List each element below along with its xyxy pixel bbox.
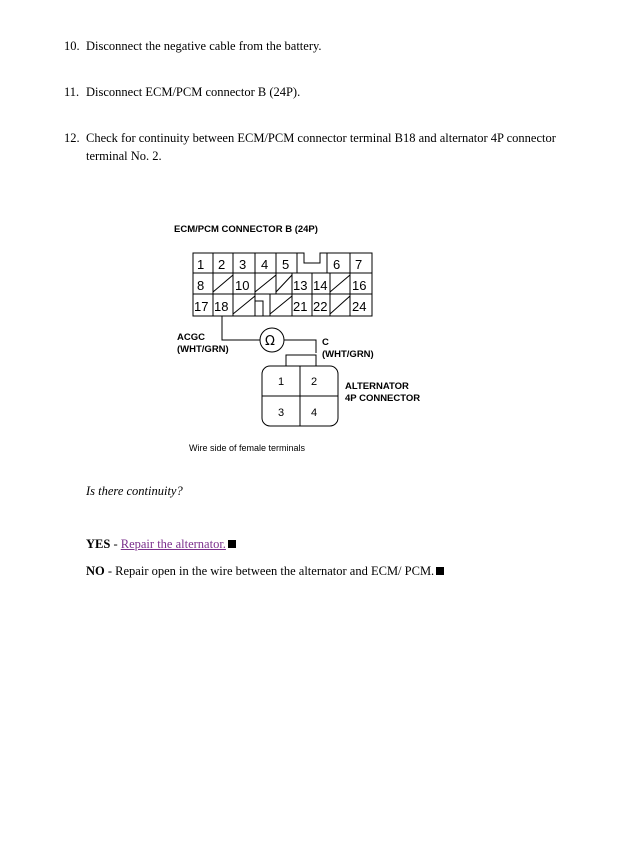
acgc-wire xyxy=(222,316,260,340)
step-number: 11. xyxy=(64,85,80,99)
step-number: 12. xyxy=(64,131,80,145)
alt-pin-label: 3 xyxy=(278,407,285,419)
pin-label: 10 xyxy=(235,278,250,293)
c-wire xyxy=(284,340,316,353)
pin-label: 14 xyxy=(313,278,328,293)
yes-separator: - xyxy=(110,537,121,551)
yes-line xyxy=(86,535,236,553)
step-text: Disconnect the negative cable from the battery. xyxy=(86,39,322,53)
no-label: NO xyxy=(86,564,105,578)
repair-alternator-link[interactable]: Repair the alternator. xyxy=(120,537,226,551)
pin-label: 13 xyxy=(293,278,308,293)
yes-label: YES xyxy=(86,537,111,551)
no-text: Repair open in the wire between the alternator and ECM/ PCM. xyxy=(115,564,435,578)
ecm-connector-title: ECM/PCM CONNECTOR B (24P) xyxy=(174,224,318,235)
step-text: Disconnect ECM/PCM connector B (24P). xyxy=(86,85,301,99)
no-line xyxy=(86,562,444,580)
alt-pin-label: 2 xyxy=(311,376,318,388)
pin-label: 8 xyxy=(197,278,205,293)
pin-label: 4 xyxy=(261,257,269,272)
pin-label: 21 xyxy=(293,299,308,314)
c-wire-color: (WHT/GRN) xyxy=(322,349,374,360)
pin-label: 2 xyxy=(218,257,226,272)
alternator-label: ALTERNATOR xyxy=(345,381,409,392)
c-label: C xyxy=(322,337,329,348)
pin-label: 24 xyxy=(352,299,367,314)
pin-label: 18 xyxy=(214,299,229,314)
acgc-label: ACGC xyxy=(177,332,205,343)
question-text: Is there continuity? xyxy=(86,484,183,498)
pin-label: 3 xyxy=(239,257,247,272)
diagram-caption: Wire side of female terminals xyxy=(189,443,306,453)
step-number: 10. xyxy=(64,39,80,53)
pin-label: 7 xyxy=(355,257,363,272)
pin-label: 1 xyxy=(197,257,205,272)
end-square-icon xyxy=(228,540,236,548)
pin-label: 17 xyxy=(194,299,209,314)
pin-label: 16 xyxy=(352,278,367,293)
alt-pin-label: 1 xyxy=(278,376,285,388)
ohm-symbol: Ω xyxy=(265,334,275,349)
acgc-wire-color: (WHT/GRN) xyxy=(177,344,229,355)
alt-pin-label: 4 xyxy=(311,407,318,419)
end-square-icon xyxy=(436,567,444,575)
step-text: Check for continuity between ECM/PCM connector terminal B18 and alternator 4P connector terminal No. 2. xyxy=(86,131,556,163)
pin-label: 5 xyxy=(282,257,290,272)
alternator-label-2: 4P CONNECTOR xyxy=(345,393,421,404)
pin-label: 22 xyxy=(313,299,328,314)
pin-label: 6 xyxy=(333,257,341,272)
no-separator: - xyxy=(104,564,116,578)
